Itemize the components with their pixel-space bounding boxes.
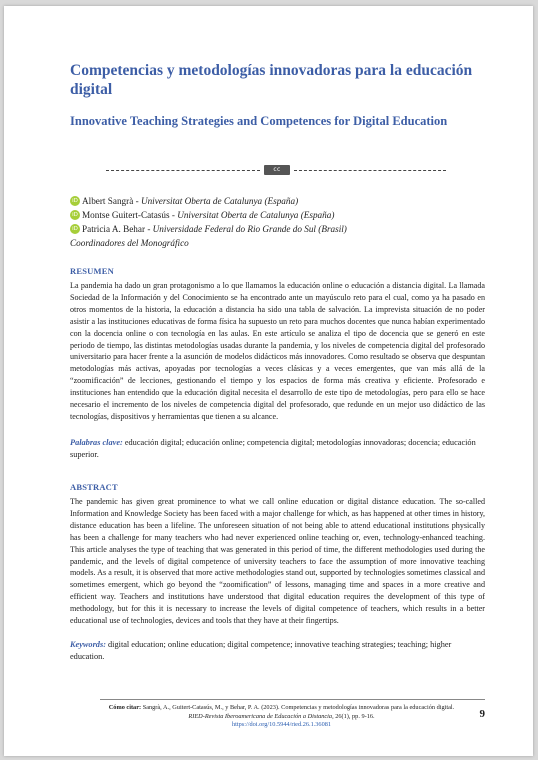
- palabras-clave: [70, 437, 485, 461]
- author-affiliation: Universitat Oberta de Catalunya (España): [140, 196, 299, 206]
- citation-block: [100, 704, 463, 730]
- title-english: Innovative Teaching Strategies and Competences for Digital Education: [70, 114, 448, 128]
- author-affiliation: Universidade Federal do Rio Grande do Sul (Brasil): [152, 224, 347, 234]
- license-divider: [106, 164, 446, 176]
- title-spanish: Competencias y metodologías innovadoras para la educación digital: [70, 62, 473, 98]
- palabras-clave-label: Palabras clave:: [70, 438, 123, 447]
- palabras-clave-text: educación digital; educación online; competencia digital; metodologías innovadoras; docencia; educación superior.: [70, 438, 476, 459]
- dashed-rule-left: [106, 170, 260, 171]
- orcid-icon[interactable]: iD: [70, 210, 80, 220]
- journal-page: [4, 6, 533, 756]
- abstract-text: The pandemic has given great prominence to what we call online education or digital distance education. The so-called Information and Knowledge Society has been faced with a major challenge for which, as has happened at other times in history, distance education has been a lifeline. The unforeseen situation of not being able to attend educational institutions physically has been a challenge for many teachers who had never experienced online teaching or, even, technology-enhanced teaching. This article analyses the type of teaching that was generated in this period of time, the different methodologies used during the pandemic, and the levels of digital competence of university teachers to face the assumption of more innovative teaching models. As a result, it is observed that more active methodologies stand out, supported by technologies sometimes classical and sometimes emergent, which go beyond the “zoomification” of lessons, managing time and spaces in a more creative and efficient way. Teachers and institutions have understood that digital education requires the development of this type of methodology, but for this it is necessary to increase the levels of digital competence of teachers, which results in a better educational use of technologies, devices and tools that they have at their fingertips.: [70, 497, 485, 626]
- resumen-heading: RESUMEN: [70, 266, 114, 276]
- dashed-rule-right: [294, 170, 446, 171]
- page-number: 9: [479, 708, 485, 720]
- citation-label: Cómo citar:: [108, 704, 142, 711]
- author-list: [70, 194, 485, 250]
- citation-volume: 26(1), pp. 9-16.: [335, 712, 375, 720]
- keywords-label: Keywords:: [70, 640, 106, 649]
- citation-journal: RIED-Revista Iberoamericana de Educación a Distancia,: [188, 712, 334, 720]
- orcid-icon[interactable]: iD: [70, 196, 80, 206]
- footer-rule: [100, 699, 485, 700]
- keywords: [70, 639, 485, 663]
- author-name: Albert Sangrà: [82, 196, 134, 206]
- author-name: Patricia A. Behar: [82, 224, 146, 234]
- author-entry: iD Albert Sangrà - Universitat Oberta de Catalunya (España): [70, 194, 485, 208]
- author-entry: iD Montse Guitert-Catasús - Universitat Oberta de Catalunya (España): [70, 208, 485, 222]
- coordinators-note: Coordinadores del Monográfico: [70, 238, 189, 248]
- citation-text: Sangrà, A., Guitert-Catasús, M., y Behar, P. A. (2023). Competencias y metodologías innovadoras para la educación digital.: [142, 704, 455, 711]
- abstract-heading: ABSTRACT: [70, 482, 118, 492]
- resumen-text: La pandemia ha dado un gran protagonismo a lo que llamamos la educación online o educación a distancia digital. La llamada Sociedad de la Información y del Conocimiento se ha encontrado ante un mayúsculo reto para el cual, como ya ha pasado en otros momentos de la historia, la educación a distancia ha sido una tabla de salvación. La imprevista situación de no poder asistir a las instituciones educativas de forma física ha supuesto un reto para muchos docentes que nunca habían experimentado con la docencia online o con tecnología en las aulas. En este artículo se analiza el tipo de docencia que se generó en este periodo de tiempo, las distintas metodologías usadas durante la pandemia, y los niveles de competencia digital del profesorado universitario para hacer frente a la asunción de modelos didácticos más innovadores. Como resultado se observa que despuntan metodologías más activas, apoyadas por tecnologías a veces clásicas y a veces emergentes, que van más allá de la “zoomificación” de lecciones, gestionando el tiempo y los espacios de forma más creativa y eficiente. Profesorado e instituciones han entendido que la educación digital necesita el desarrollo de este tipo de metodologías, pero para ello se hace necesario el incremento de los niveles de competencia digital del profesorado, que redunde en un mejor uso didáctico de las tecnologías, dispositivos y herramientas que tienen a su alcance.: [70, 281, 485, 421]
- doi-link[interactable]: https://doi.org/10.5944/ried.26.1.36081: [231, 721, 332, 729]
- author-affiliation: Universitat Oberta de Catalunya (España): [177, 210, 335, 220]
- keywords-text: digital education; online education; digital competence; innovative teaching strategies; teaching; higher education.: [70, 640, 452, 661]
- orcid-icon[interactable]: iD: [70, 224, 80, 234]
- author-entry: iD Patricia A. Behar - Universidade Federal do Rio Grande do Sul (Brasil): [70, 222, 485, 236]
- creative-commons-icon[interactable]: cc: [264, 165, 290, 175]
- author-name: Montse Guitert-Catasús: [82, 210, 170, 220]
